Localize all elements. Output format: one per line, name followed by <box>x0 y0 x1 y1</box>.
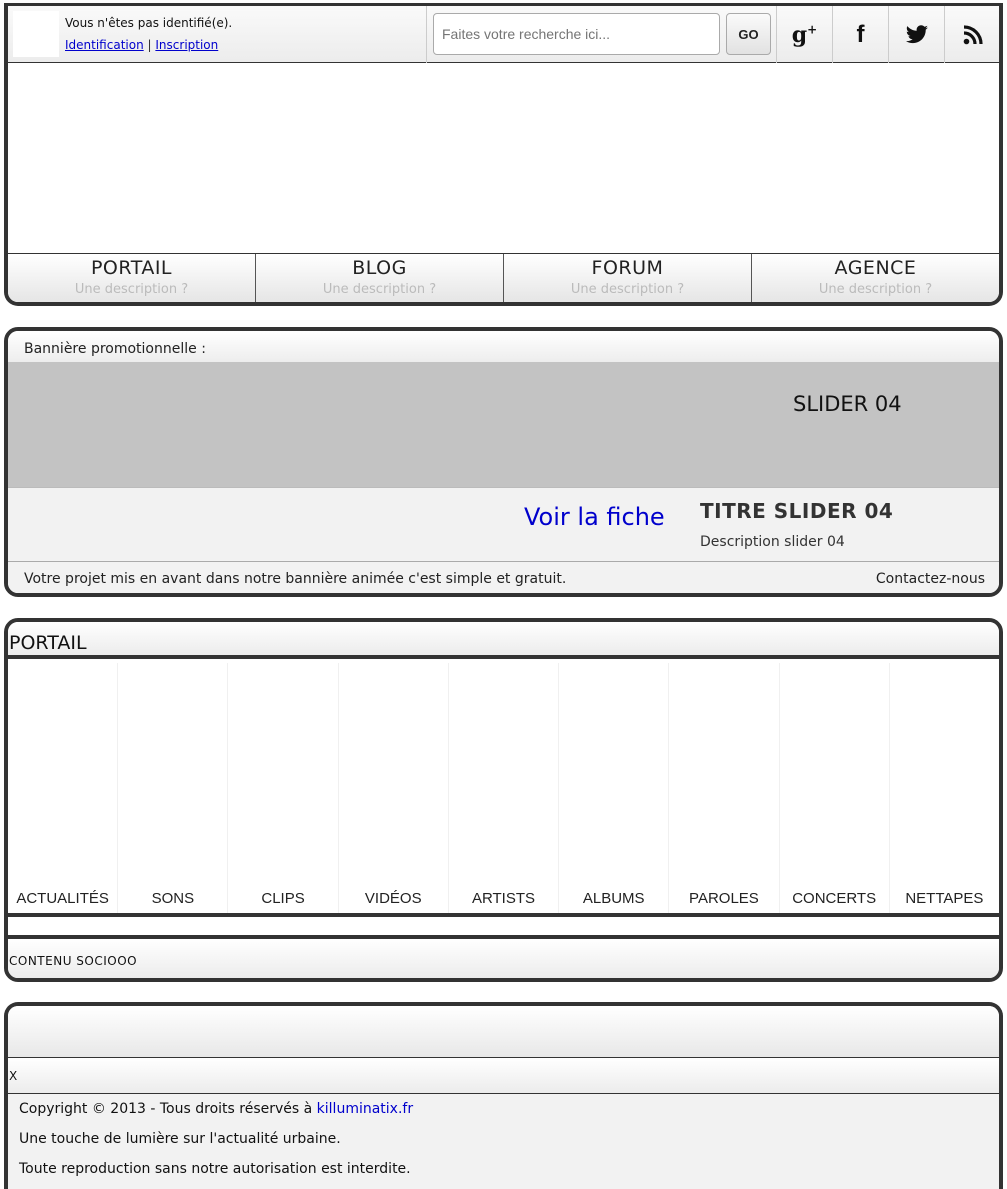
rss-icon <box>963 25 983 45</box>
category-label: PAROLES <box>689 890 759 907</box>
footer-frame <box>4 1002 1003 1189</box>
login-separator: | <box>147 38 152 52</box>
login-links <box>65 38 218 52</box>
portal-title: PORTAIL <box>8 622 999 659</box>
nav-desc: Une description ? <box>322 282 437 297</box>
reproduction-notice: Toute reproduction sans notre autorisation est interdite. <box>19 1161 411 1177</box>
category-nettapes[interactable] <box>890 663 999 913</box>
category-actualites[interactable] <box>8 663 118 913</box>
slider-label: SLIDER 04 <box>793 392 902 416</box>
category-paroles[interactable] <box>669 663 779 913</box>
category-label: NETTAPES <box>905 890 984 907</box>
avatar <box>13 11 59 57</box>
nav-item-forum[interactable] <box>504 254 752 305</box>
login-status: Vous n'êtes pas identifié(e). <box>65 16 233 30</box>
search-go-button[interactable]: GO <box>726 13 771 55</box>
portal-frame <box>4 618 1003 982</box>
main-nav <box>8 253 999 305</box>
nav-title: BLOG <box>352 257 407 279</box>
footer-header <box>8 1006 999 1058</box>
header-frame <box>4 3 1003 306</box>
category-label: ARTISTS <box>471 890 536 907</box>
category-label: ALBUMS <box>582 890 645 907</box>
social-content: CONTENU SOCIOOO <box>8 939 999 978</box>
nav-desc: Une description ? <box>570 282 685 297</box>
promo-frame <box>4 327 1003 597</box>
copyright-text: Copyright © 2013 - Tous droits réservés à <box>19 1101 317 1117</box>
rss-button[interactable] <box>944 6 1000 63</box>
nav-item-portail[interactable] <box>8 254 256 305</box>
category-label: SONS <box>151 890 195 907</box>
search-area <box>426 6 776 63</box>
login-link[interactable]: Identification <box>65 38 144 52</box>
nav-title: FORUM <box>591 257 664 279</box>
nav-title: AGENCE <box>834 257 917 279</box>
nav-desc: Une description ? <box>818 282 933 297</box>
slide-title: TITRE SLIDER 04 <box>700 499 894 523</box>
view-slide-link[interactable]: Voir la fiche <box>524 503 665 531</box>
nav-item-agence[interactable] <box>752 254 999 305</box>
google-plus-button[interactable] <box>776 6 832 63</box>
category-label: ACTUALITÉS <box>16 890 109 907</box>
slide-info <box>8 487 999 561</box>
footer-lines <box>8 1094 999 1189</box>
footer-x-label: X <box>8 1058 999 1094</box>
tagline: Une touche de lumière sur l'actualité urbaine. <box>19 1131 341 1147</box>
search-input[interactable] <box>433 13 720 55</box>
portal-categories <box>8 663 999 913</box>
nav-item-blog[interactable] <box>256 254 504 305</box>
slide-description: Description slider 04 <box>700 534 845 550</box>
category-label: CLIPS <box>261 890 305 907</box>
facebook-button[interactable] <box>832 6 888 63</box>
site-link[interactable]: killuminatix.fr <box>316 1101 414 1117</box>
slider[interactable] <box>8 362 999 487</box>
category-label: VIDÉOS <box>364 890 422 907</box>
portal-separator <box>8 913 999 939</box>
google-plus-icon: g+ <box>791 21 818 48</box>
category-label: CONCERTS <box>792 890 877 907</box>
top-bar <box>8 6 999 63</box>
promo-footer-text: Votre projet mis en avant dans notre bannière animée c'est simple et gratuit. <box>24 571 567 587</box>
category-artists[interactable] <box>449 663 559 913</box>
category-albums[interactable] <box>559 663 669 913</box>
twitter-icon <box>905 25 929 45</box>
nav-desc: Une description ? <box>74 282 189 297</box>
category-sons[interactable] <box>118 663 228 913</box>
facebook-icon: f <box>856 20 865 48</box>
promo-heading: Bannière promotionnelle : <box>8 331 999 362</box>
category-videos[interactable] <box>339 663 449 913</box>
contact-link[interactable]: Contactez-nous <box>875 571 985 587</box>
category-concerts[interactable] <box>780 663 890 913</box>
category-clips[interactable] <box>228 663 338 913</box>
signup-link[interactable]: Inscription <box>155 38 219 52</box>
promo-footer <box>8 561 999 593</box>
twitter-button[interactable] <box>888 6 944 63</box>
copyright-line <box>19 1101 999 1131</box>
nav-title: PORTAIL <box>90 257 173 279</box>
header-banner <box>8 63 999 253</box>
